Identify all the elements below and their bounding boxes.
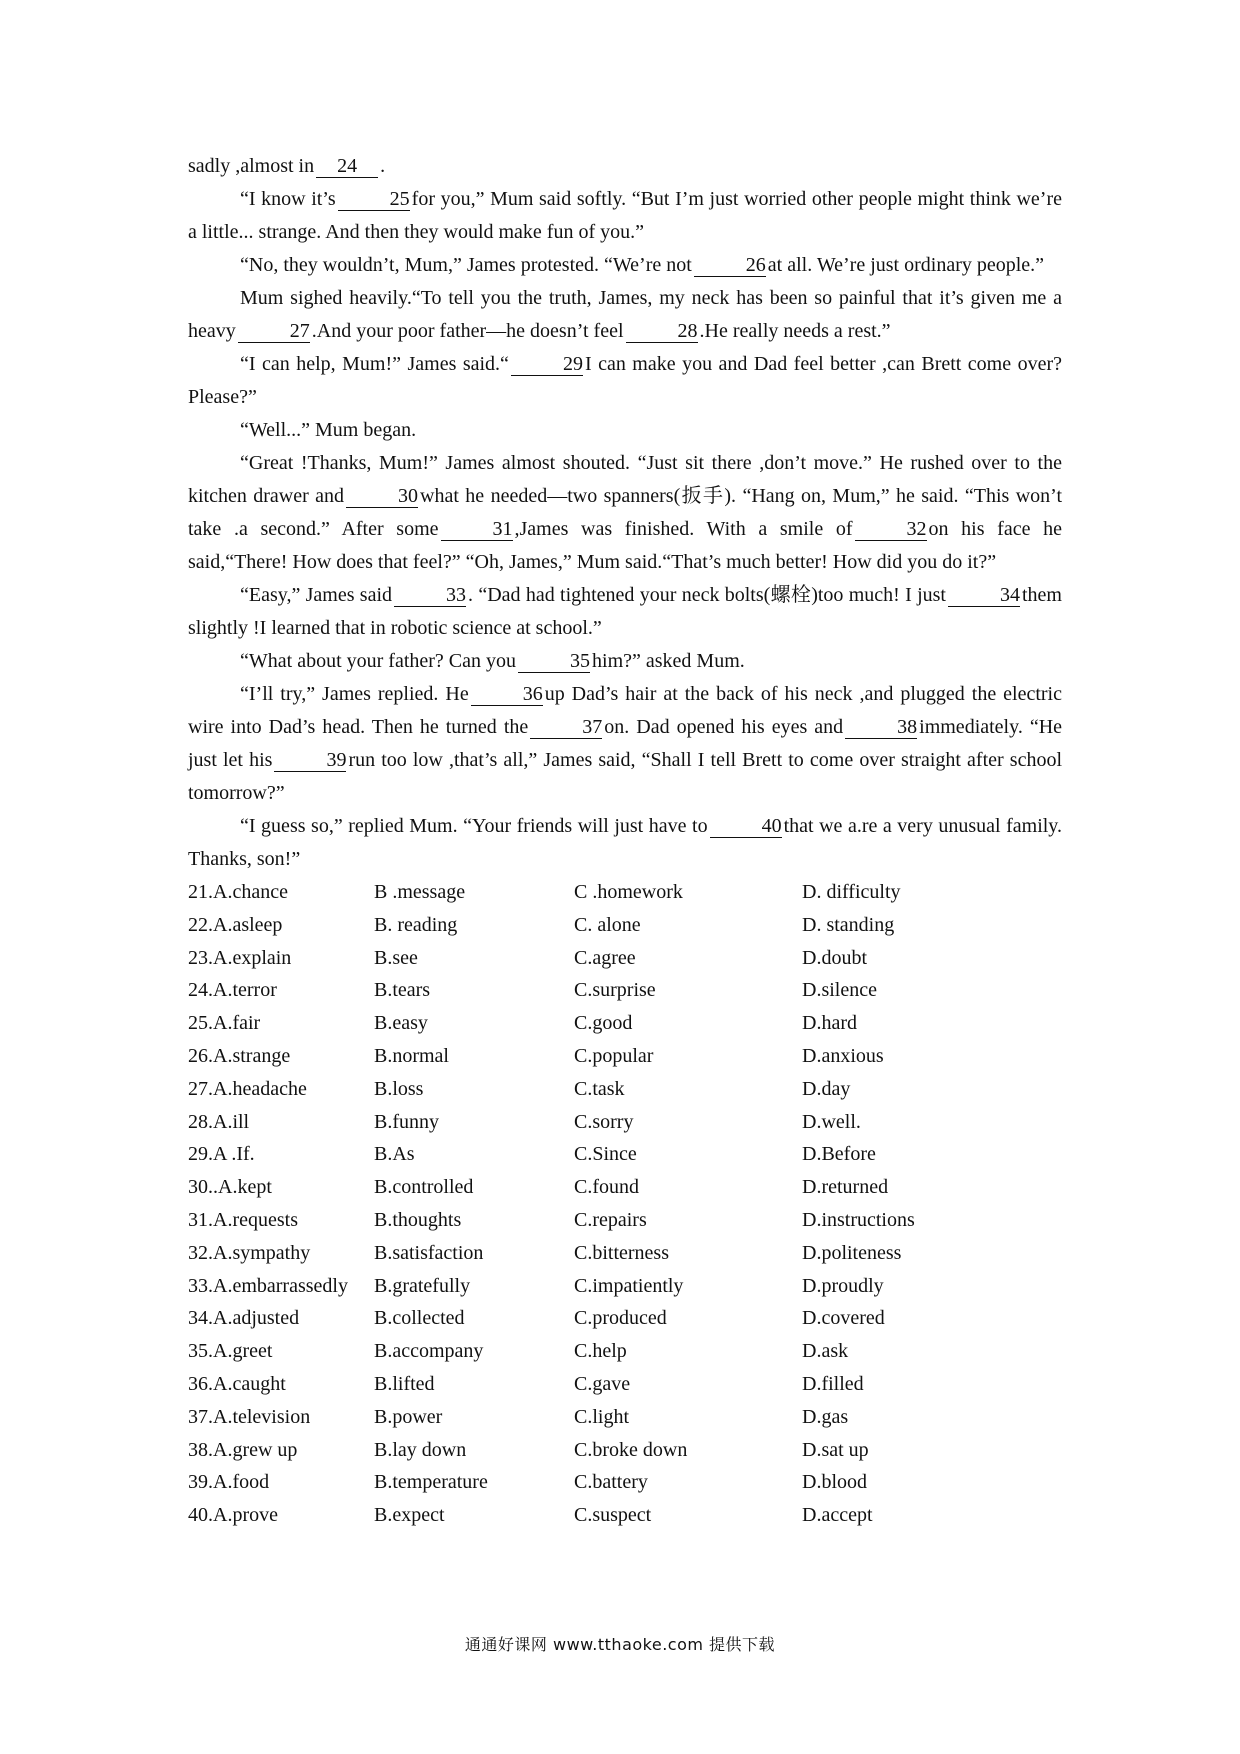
passage-text: sadly ,almost in [188, 155, 315, 177]
option-d: D.sat up [802, 1438, 869, 1461]
passage-text: him?” asked Mum. [592, 650, 745, 672]
blank-33: 33 [394, 584, 466, 607]
option-c: C.impatiently [574, 1274, 684, 1297]
option-a: 32.A.sympathy [188, 1241, 311, 1264]
option-b: B.easy [374, 1012, 428, 1035]
passage-text: “What about your father? Can you [240, 650, 517, 672]
option-b: B.controlled [374, 1176, 474, 1199]
option-c: C.Since [574, 1143, 637, 1166]
option-a: 40.A.prove [188, 1504, 278, 1527]
blank-24: 24 [316, 155, 378, 178]
option-d: D.Before [802, 1143, 876, 1166]
option-c: C.surprise [574, 979, 656, 1002]
option-c: C.light [574, 1405, 630, 1428]
option-a: 34.A.adjusted [188, 1307, 300, 1330]
blank-37: 37 [530, 716, 602, 739]
blank-40: 40 [710, 815, 782, 838]
question-option-row [188, 909, 1062, 942]
question-option-row [188, 1171, 1062, 1204]
option-b: B.expect [374, 1504, 445, 1527]
option-a: 39.A.food [188, 1471, 270, 1494]
passage-text: on his face he said,“There! How does that feel?” “Oh, James,” Mum said.“That’s much better! How did you do it?” [188, 518, 1062, 573]
option-d: D.silence [802, 979, 877, 1002]
question-option-row [188, 1499, 1062, 1532]
option-a: 29.A .If. [188, 1143, 255, 1166]
option-d: D.covered [802, 1307, 885, 1330]
blank-31: 31 [441, 518, 513, 541]
passage-paragraph [188, 249, 1062, 282]
passage-text: “I know it’s [240, 188, 336, 210]
passage-paragraph [188, 414, 1062, 447]
passage-text: for you,” Mum said softly. “But I’m just worried other people might think we’re a little... strange. And then they would make fun of you.” [188, 188, 1062, 243]
option-b: B.As [374, 1143, 415, 1166]
option-c: C.good [574, 1012, 633, 1035]
option-a: 31.A.requests [188, 1208, 298, 1231]
option-a: 27.A.headache [188, 1077, 307, 1100]
passage-text: I can make you and Dad feel better ,can Brett come over? Please?” [188, 353, 1063, 408]
option-c: C.popular [574, 1044, 654, 1067]
option-d: D.ask [802, 1340, 849, 1363]
question-option-row [188, 1302, 1062, 1335]
option-d: D.well. [802, 1110, 861, 1133]
passage-paragraph [188, 810, 1062, 876]
passage-paragraph [188, 150, 1062, 183]
passage-paragraph [188, 579, 1062, 645]
option-c: C.repairs [574, 1208, 647, 1231]
blank-39: 39 [274, 749, 346, 772]
option-b: B.tears [374, 979, 431, 1002]
option-b: B.collected [374, 1307, 465, 1330]
cloze-passage [188, 150, 1062, 876]
passage-paragraph [188, 645, 1062, 678]
option-d: D. standing [802, 913, 895, 936]
option-c: C.battery [574, 1471, 648, 1494]
option-b: B.lay down [374, 1438, 467, 1461]
option-b: B.gratefully [374, 1274, 471, 1297]
option-d: D.anxious [802, 1044, 884, 1067]
passage-text: .He really needs a rest.” [699, 320, 891, 342]
question-option-row [188, 1401, 1062, 1434]
question-option-row [188, 1335, 1062, 1368]
option-b: B. reading [374, 913, 458, 936]
question-option-row [188, 1368, 1062, 1401]
blank-27: 27 [238, 320, 310, 343]
option-a: 23.A.explain [188, 946, 292, 969]
option-a: 36.A.caught [188, 1372, 286, 1395]
passage-text: .And your poor father—he doesn’t feel [311, 320, 624, 342]
question-option-row [188, 1007, 1062, 1040]
option-d: D.politeness [802, 1241, 902, 1264]
blank-32: 32 [855, 518, 927, 541]
option-b: B.satisfaction [374, 1241, 484, 1264]
question-option-row [188, 1204, 1062, 1237]
option-b: B.lifted [374, 1372, 435, 1395]
option-d: D.accept [802, 1504, 873, 1527]
option-a: 22.A.asleep [188, 913, 283, 936]
question-option-row [188, 1106, 1062, 1139]
question-option-row [188, 1040, 1062, 1073]
passage-text: “Great !Thanks, Mum!” James almost shouted. “Just sit there ,don’t move.” He rushed over to the kitchen drawer and [188, 452, 1062, 507]
passage-text: that we a.re a very unusual family. Thanks, son!” [188, 815, 1063, 870]
passage-text: “No, they wouldn’t, Mum,” James protested. “We’re not [240, 254, 692, 276]
option-a: 35.A.greet [188, 1340, 273, 1363]
option-b: B.accompany [374, 1340, 484, 1363]
option-a: 28.A.ill [188, 1110, 250, 1133]
passage-paragraph [188, 447, 1062, 579]
answer-options [188, 876, 1062, 1532]
passage-text: on. Dad opened his eyes and [604, 716, 844, 738]
option-a: 24.A.terror [188, 979, 277, 1002]
question-option-row [188, 876, 1062, 909]
question-option-row [188, 974, 1062, 1007]
passage-text: them slightly !I learned that in robotic science at school.” [188, 584, 1062, 639]
option-b: B.thoughts [374, 1208, 462, 1231]
option-c: C.found [574, 1176, 639, 1199]
option-b: B.power [374, 1405, 443, 1428]
option-c: C.task [574, 1077, 625, 1100]
option-c: C. alone [574, 913, 641, 936]
option-b: B.temperature [374, 1471, 488, 1494]
passage-text: . “Dad had tightened your neck bolts(螺栓)too much! I just [468, 584, 946, 606]
option-d: D. difficulty [802, 881, 901, 903]
exam-page [188, 150, 1062, 1532]
blank-35: 35 [518, 650, 590, 673]
option-c: C.broke down [574, 1438, 688, 1461]
passage-text: at all. We’re just ordinary people.” [767, 254, 1045, 276]
passage-text: Mum sighed heavily.“To tell you the truth, James, my neck has been so painful that it’s given me a heavy [188, 287, 1062, 342]
option-a: 33.A.embarrassedly [188, 1274, 348, 1297]
option-d: D.gas [802, 1405, 849, 1428]
option-b: B.loss [374, 1077, 424, 1100]
blank-29: 29 [511, 353, 583, 376]
option-a: 25.A.fair [188, 1012, 261, 1035]
question-option-row [188, 1270, 1062, 1303]
option-a: 37.A.television [188, 1405, 311, 1428]
passage-text: “I can help, Mum!” James said.“ [240, 353, 509, 375]
option-a: 30..A.kept [188, 1176, 272, 1199]
blank-38: 38 [845, 716, 917, 739]
option-d: D.day [802, 1077, 851, 1100]
option-c: C.agree [574, 946, 636, 969]
option-a: 26.A.strange [188, 1044, 291, 1067]
option-b: B.normal [374, 1044, 449, 1067]
question-option-row [188, 1237, 1062, 1270]
option-d: D.doubt [802, 946, 867, 969]
option-b: B.see [374, 946, 418, 969]
option-b: B .message [374, 881, 466, 903]
option-c: C.gave [574, 1372, 631, 1395]
option-c: C.bitterness [574, 1241, 669, 1264]
option-d: D.proudly [802, 1274, 884, 1297]
blank-34: 34 [948, 584, 1020, 607]
passage-paragraph [188, 183, 1062, 249]
option-c: C .homework [574, 881, 683, 903]
passage-text: immediately. “He just let his [188, 716, 1063, 771]
passage-text: “I guess so,” replied Mum. “Your friends will just have to [240, 815, 708, 837]
passage-text: . [380, 155, 386, 177]
option-d: D.returned [802, 1176, 889, 1199]
blank-28: 28 [626, 320, 698, 343]
option-b: B.funny [374, 1110, 439, 1133]
page-footer: 通通好课网 www.tthaoke.com 提供下载 [464, 1635, 776, 1654]
question-option-row [188, 1073, 1062, 1106]
question-option-row [188, 1466, 1062, 1499]
passage-text: up Dad’s hair at the back of his neck ,and plugged the electric wire into Dad’s head. Then he turned the [188, 683, 1062, 738]
passage-text: “I’ll try,” James replied. He [240, 683, 469, 705]
blank-30: 30 [346, 485, 418, 508]
option-d: D.instructions [802, 1208, 915, 1231]
passage-text: run too low ,that’s all,” James said, “Shall I tell Brett to come over straight after school tomorrow?” [188, 749, 1062, 804]
passage-text: what he needed—two spanners(扳手). “Hang on, Mum,” he said. “This won’t take .a second.” After some [188, 485, 1062, 540]
passage-paragraph [188, 282, 1062, 348]
option-d: D.filled [802, 1372, 864, 1395]
option-a: 38.A.grew up [188, 1438, 298, 1461]
blank-26: 26 [694, 254, 766, 277]
question-option-row [188, 942, 1062, 975]
blank-36: 36 [471, 683, 543, 706]
option-d: D.hard [802, 1012, 857, 1035]
option-c: C.sorry [574, 1110, 634, 1133]
blank-25: 25 [338, 188, 410, 211]
passage-text: ,James was finished. With a smile of [514, 518, 853, 540]
question-option-row [188, 1138, 1062, 1171]
passage-paragraph [188, 678, 1062, 810]
passage-paragraph [188, 348, 1062, 414]
option-c: C.suspect [574, 1504, 652, 1527]
passage-text: “Easy,” James said [240, 584, 393, 606]
passage-text: “Well...” Mum began. [240, 419, 417, 441]
option-a: 21.A.chance [188, 881, 288, 903]
question-option-row [188, 1434, 1062, 1467]
option-d: D.blood [802, 1471, 867, 1494]
option-c: C.produced [574, 1307, 667, 1330]
option-c: C.help [574, 1340, 627, 1363]
